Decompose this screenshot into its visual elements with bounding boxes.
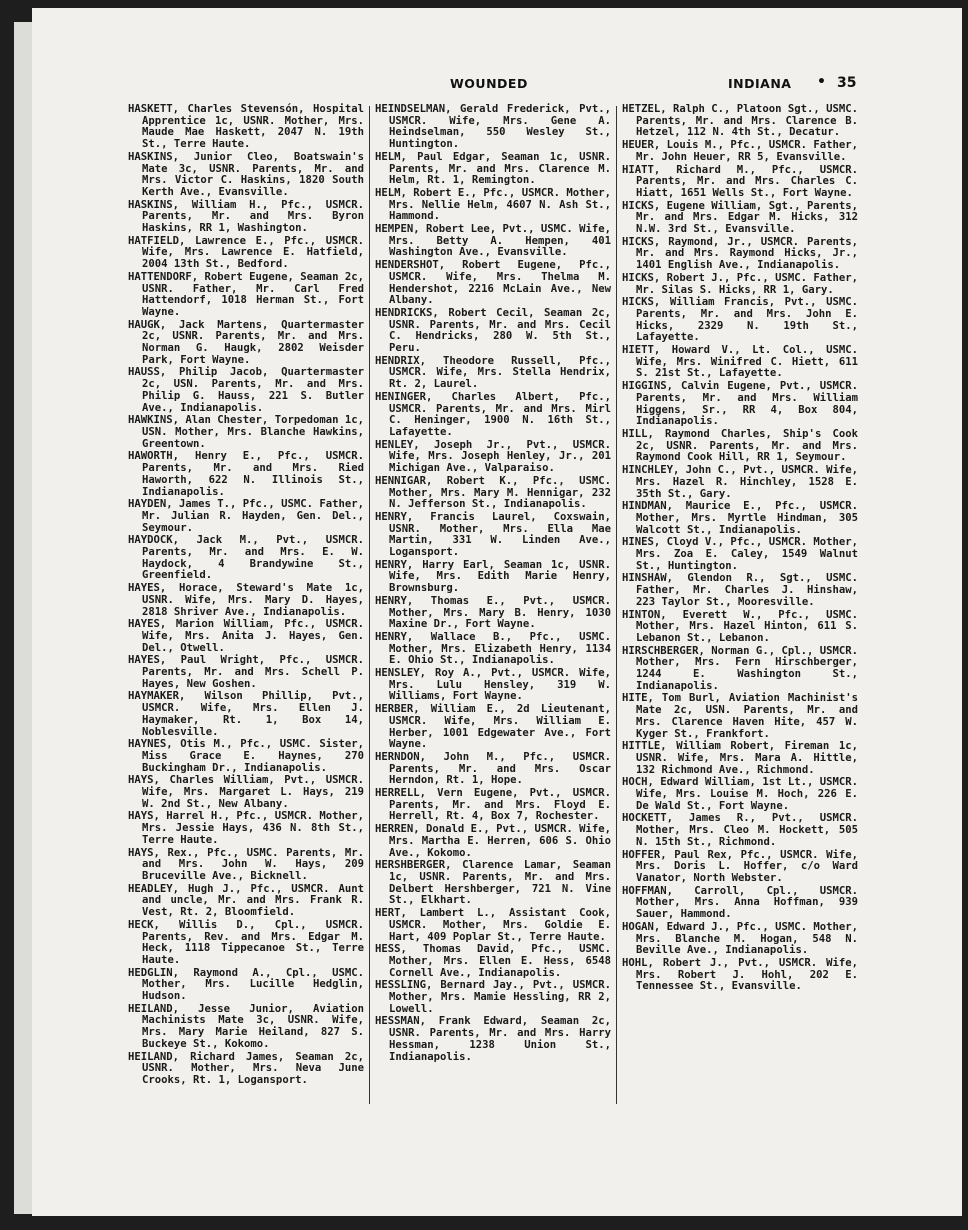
column-3 xyxy=(622,104,858,994)
column-2 xyxy=(375,104,611,1064)
casualty-entry: HENRY, Thomas E., Pvt., USMCR. Mother, Mrs. Mary B. Henry, 1030 Maxine Dr., Fort Wayne. xyxy=(375,594,611,631)
casualty-entry: HASKETT, Charles Stevensón, Hospital Apprentice 1c, USNR. Mother, Mrs. Maude Mae Haskett, 2047 N. 19th St., Terre Haute. xyxy=(128,103,364,151)
casualty-entry: HIGGINS, Calvin Eugene, Pvt., USMCR. Parents, Mr. and Mrs. William Higgens, Sr., RR 4, Box 804, Indianapolis. xyxy=(622,380,858,428)
casualty-entry: HITTLE, William Robert, Fireman 1c, USNR. Wife, Mrs. Mara A. Hittle, 132 Richmond Ave., Richmond. xyxy=(622,740,858,776)
casualty-entry: HERREN, Donald E., Pvt., USMCR. Wife, Mrs. Martha E. Herren, 606 S. Ohio Ave., Kokomo. xyxy=(375,823,611,859)
casualty-entry: HENDERSHOT, Robert Eugene, Pfc., USMCR. Wife, Mrs. Thelma M. Hendershot, 2216 McLain Ave., New Albany. xyxy=(375,259,611,307)
casualty-entry: HAYS, Rex., Pfc., USMC. Parents, Mr. and Mrs. John W. Hays, 209 Bruceville Ave., Bicknell. xyxy=(128,846,364,882)
casualty-entry: HATTENDORF, Robert Eugene, Seaman 2c, USNR. Father, Mr. Carl Fred Hattendorf, 1018 Herman St., Fort Wayne. xyxy=(128,270,364,318)
casualty-entry: HEILAND, Jesse Junior, Aviation Machinists Mate 3c, USNR. Wife, Mrs. Mary Marie Heiland, 827 S. Buckeye St., Kokomo. xyxy=(128,1002,364,1050)
casualty-entry: HENDRICKS, Robert Cecil, Seaman 2c, USNR. Parents, Mr. and Mrs. Cecil C. Hendricks, 280 W. 5th St., Peru. xyxy=(375,306,611,355)
casualty-entry: HESSLING, Bernard Jay., Pvt., USMCR. Mother, Mrs. Mamie Hessling, RR 2, Lowell. xyxy=(375,979,611,1015)
casualty-entry: HINCHLEY, John C., Pvt., USMCR. Wife, Mrs. Hazel R. Hinchley, 1528 E. 35th St., Gary. xyxy=(622,464,858,500)
casualty-entry: HAYES, Paul Wright, Pfc., USMCR. Parents, Mr. and Mrs. Schell P. Hayes, New Goshen. xyxy=(128,654,364,690)
column-divider xyxy=(369,106,370,1104)
section-title: WOUNDED xyxy=(450,76,528,91)
column-divider xyxy=(616,106,617,1104)
page-header xyxy=(32,74,962,96)
casualty-entry: HINTON, Everett W., Pfc., USMC. Mother, Mrs. Hazel Hinton, 611 S. Lebanon St., Lebanon. xyxy=(622,608,858,644)
casualty-entry: HERNDON, John M., Pfc., USMCR. Parents, Mr. and Mrs. Oscar Herndon, Rt. 1, Hope. xyxy=(375,750,611,787)
casualty-entry: HIRSCHBERGER, Norman G., Cpl., USMCR. Mother, Mrs. Fern Hirschberger, 1244 E. Washington St., Indianapolis. xyxy=(622,644,858,692)
casualty-entry: HINDMAN, Maurice E., Pfc., USMCR. Mother, Mrs. Myrtle Hindman, 305 Walcott St., Indianapolis. xyxy=(622,500,858,536)
casualty-entry: HENLEY, Joseph Jr., Pvt., USMCR. Wife, Mrs. Joseph Henley, Jr., 201 Michigan Ave., Valparaiso. xyxy=(375,438,611,475)
page-number: 35 xyxy=(837,75,857,91)
casualty-entry: HAYDEN, James T., Pfc., USMC. Father, Mr. Julian R. Hayden, Gen. Del., Seymour. xyxy=(128,498,364,534)
casualty-entry: HESS, Thomas David, Pfc., USMC. Mother, Mrs. Ellen E. Hess, 6548 Cornell Ave., Indianapolis. xyxy=(375,943,611,979)
casualty-entry: HENRY, Francis Laurel, Coxswain, USNR. Mother, Mrs. Ella Mae Martin, 331 W. Linden Ave., Logansport. xyxy=(375,510,611,559)
casualty-entry: HEINDSELMAN, Gerald Frederick, Pvt., USMCR. Wife, Mrs. Gene A. Heindselman, 550 Wesley St., Huntington. xyxy=(375,103,611,151)
casualty-entry: HOFFER, Paul Rex, Pfc., USMCR. Wife, Mrs. Doris L. Hoffer, c/o Ward Vanator, North Webster. xyxy=(622,848,858,884)
casualty-entry: HICKS, Eugene William, Sgt., Parents, Mr. and Mrs. Edgar M. Hicks, 312 N.W. 3rd St., Evansville. xyxy=(622,199,858,236)
casualty-entry: HERT, Lambert L., Assistant Cook, USMCR. Mother, Mrs. Goldie E. Hart, 409 Poplar St., Terre Haute. xyxy=(375,907,611,943)
state-title: INDIANA xyxy=(728,76,792,91)
casualty-entry: HAYES, Marion William, Pfc., USMCR. Wife, Mrs. Anita J. Hayes, Gen. Del., Otwell. xyxy=(128,618,364,654)
casualty-entry: HASKINS, William H., Pfc., USMCR. Parents, Mr. and Mrs. Byron Haskins, RR 1, Washington. xyxy=(128,198,364,235)
casualty-entry: HENINGER, Charles Albert, Pfc., USMCR. Parents, Mr. and Mrs. Mirl C. Heninger, 1900 N. 16th St., Lafayette. xyxy=(375,390,611,438)
casualty-entry: HENNIGAR, Robert K., Pfc., USMC. Mother, Mrs. Mary M. Hennigar, 232 N. Jefferson St., Indianapolis. xyxy=(375,474,611,511)
casualty-entry: HAUGK, Jack Martens, Quartermaster 2c, USNR. Parents, Mr. and Mrs. Norman G. Haugk, 2802 Weisder Park, Fort Wayne. xyxy=(128,318,364,366)
casualty-entry: HICKS, Raymond, Jr., USMCR. Parents, Mr. and Mrs. Raymond Hicks, Jr., 1401 English Ave., Indianapolis. xyxy=(622,235,858,272)
casualty-entry: HENRY, Harry Earl, Seaman 1c, USNR. Wife, Mrs. Edith Marie Henry, Brownsburg. xyxy=(375,558,611,595)
column-1 xyxy=(128,104,364,1088)
casualty-entry: HEDGLIN, Raymond A., Cpl., USMC. Mother, Mrs. Lucille Hedglin, Hudson. xyxy=(128,966,364,1003)
casualty-entry: HINES, Cloyd V., Pfc., USMCR. Mother, Mrs. Zoa E. Caley, 1549 Walnut St., Huntington. xyxy=(622,536,858,572)
casualty-entry: HICKS, Robert J., Pfc., USMC. Father, Mr. Silas S. Hicks, RR 1, Gary. xyxy=(622,271,858,296)
casualty-entry: HITE, Tom Burl, Aviation Machinist's Mate 2c, USN. Parents, Mr. and Mrs. Clarence Haven Hite, 457 W. Kyger St., Frankfort. xyxy=(622,692,858,740)
casualty-entry: HEILAND, Richard James, Seaman 2c, USNR. Mother, Mrs. Neva June Crooks, Rt. 1, Logansport. xyxy=(128,1050,364,1086)
casualty-entry: HICKS, William Francis, Pvt., USMC. Parents, Mr. and Mrs. John E. Hicks, 2329 N. 19th St., Lafayette. xyxy=(622,296,858,344)
casualty-entry: HOGAN, Edward J., Pfc., USMC. Mother, Mrs. Blanche M. Hogan, 548 N. Beville Ave., Indianapolis. xyxy=(622,920,858,957)
casualty-entry: HEUER, Louis M., Pfc., USMCR. Father, Mr. John Heuer, RR 5, Evansville. xyxy=(622,139,858,163)
casualty-entry: HETZEL, Ralph C., Platoon Sgt., USMC. Parents, Mr. and Mrs. Clarence B. Hetzel, 112 N. 4th St., Decatur. xyxy=(622,103,858,139)
casualty-entry: HERSHBERGER, Clarence Lamar, Seaman 1c, USNR. Parents, Mr. and Mrs. Delbert Hershberger, 721 N. Vine St., Elkhart. xyxy=(375,859,611,907)
casualty-entry: HAWORTH, Henry E., Pfc., USMCR. Parents, Mr. and Mrs. Ried Haworth, 622 N. Illinois St., Indianapolis. xyxy=(128,450,364,498)
casualty-entry: HOHL, Robert J., Pvt., USMCR. Wife, Mrs. Robert J. Hohl, 202 E. Tennessee St., Evansville. xyxy=(622,956,858,993)
casualty-entry: HASKINS, Junior Cleo, Boatswain's Mate 3c, USNR. Parents, Mr. and Mrs. Victor C. Haskins, 1820 South Kerth Ave., Evansville. xyxy=(128,150,364,198)
header-bullet: • xyxy=(817,74,826,90)
casualty-entry: HATFIELD, Lawrence E., Pfc., USMCR. Wife, Mrs. Lawrence E. Hatfield, 2004 13th St., Bedford. xyxy=(128,234,364,271)
casualty-entry: HOCH, Edward William, 1st Lt., USMCR. Wife, Mrs. Louise M. Hoch, 226 E. De Wald St., Fort Wayne. xyxy=(622,776,858,812)
casualty-entry: HELM, Robert E., Pfc., USMCR. Mother, Mrs. Nellie Helm, 4607 N. Ash St., Hammond. xyxy=(375,186,611,223)
casualty-entry: HAYES, Horace, Steward's Mate 1c, USNR. Wife, Mrs. Mary D. Hayes, 2818 Shriver Ave., Indianapolis. xyxy=(128,582,364,618)
casualty-entry: HAYS, Harrel H., Pfc., USMCR. Mother, Mrs. Jessie Hays, 436 N. 8th St., Terre Haute. xyxy=(128,810,364,846)
casualty-entry: HELM, Paul Edgar, Seaman 1c, USNR. Parents, Mr. and Mrs. Clarence M. Helm, Rt. 1, Remington. xyxy=(375,150,611,187)
casualty-entry: HILL, Raymond Charles, Ship's Cook 2c, USNR. Parents, Mr. and Mrs. Raymond Cook Hill, RR 1, Seymour. xyxy=(622,427,858,464)
casualty-entry: HENSLEY, Roy A., Pvt., USMCR. Wife, Mrs. Lulu Hensley, 319 W. Williams, Fort Wayne. xyxy=(375,667,611,703)
casualty-entry: HENRY, Wallace B., Pfc., USMC. Mother, Mrs. Elizabeth Henry, 1134 E. Ohio St., Indianapolis. xyxy=(375,630,611,667)
document-page xyxy=(32,8,962,1216)
casualty-entry: HOFFMAN, Carroll, Cpl., USMCR. Mother, Mrs. Anna Hoffman, 939 Sauer, Hammond. xyxy=(622,884,858,921)
casualty-entry: HAWKINS, Alan Chester, Torpedoman 1c, USN. Mother, Mrs. Blanche Hawkins, Greentown. xyxy=(128,414,364,450)
casualty-entry: HAYS, Charles William, Pvt., USMCR. Wife, Mrs. Margaret L. Hays, 219 W. 2nd St., New Albany. xyxy=(128,774,364,810)
casualty-entry: HECK, Willis D., Cpl., USMCR. Parents, Rev. and Mrs. Edgar M. Heck, 1118 Tippecanoe St., Terre Haute. xyxy=(128,918,364,966)
casualty-entry: HESSMAN, Frank Edward, Seaman 2c, USNR. Parents, Mr. and Mrs. Harry Hessman, 1238 Union St., Indianapolis. xyxy=(375,1015,611,1063)
casualty-entry: HAYDOCK, Jack M., Pvt., USMCR. Parents, Mr. and Mrs. E. W. Haydock, 4 Brandywine St., Greenfield. xyxy=(128,534,364,582)
casualty-entry: HAYNES, Otis M., Pfc., USMC. Sister, Miss Grace E. Haynes, 270 Buckingham Dr., Indianapolis. xyxy=(128,738,364,774)
casualty-entry: HERBER, William E., 2d Lieutenant, USMCR. Wife, Mrs. William E. Herber, 1001 Edgewater Ave., Fort Wayne. xyxy=(375,703,611,751)
casualty-entry: HOCKETT, James R., Pvt., USMCR. Mother, Mrs. Cleo M. Hockett, 505 N. 15th St., Richmond. xyxy=(622,812,858,848)
casualty-entry: HENDRIX, Theodore Russell, Pfc., USMCR. Wife, Mrs. Stella Hendrix, Rt. 2, Laurel. xyxy=(375,354,611,391)
casualty-entry: HAYMAKER, Wilson Phillip, Pvt., USMCR. Wife, Mrs. Ellen J. Haymaker, Rt. 1, Box 14, Noblesville. xyxy=(128,690,364,738)
casualty-entry: HAUSS, Philip Jacob, Quartermaster 2c, USN. Parents, Mr. and Mrs. Philip G. Hauss, 221 S. Butler Ave., Indianapolis. xyxy=(128,366,364,414)
casualty-entry: HINSHAW, Glendon R., Sgt., USMC. Father, Mr. Charles J. Hinshaw, 223 Taylor St., Mooresville. xyxy=(622,572,858,608)
casualty-entry: HEMPEN, Robert Lee, Pvt., USMC. Wife, Mrs. Betty A. Hempen, 401 Washington Ave., Evansville. xyxy=(375,223,611,259)
casualty-entry: HIETT, Howard V., Lt. Col., USMC. Wife, Mrs. Winifred C. Hiett, 611 S. 21st St., Lafayette. xyxy=(622,344,858,380)
casualty-entry: HEADLEY, Hugh J., Pfc., USMCR. Aunt and uncle, Mr. and Mrs. Frank R. Vest, Rt. 2, Bloomfield. xyxy=(128,882,364,919)
casualty-entry: HIATT, Richard M., Pfc., USMCR. Parents, Mr. and Mrs. Charles C. Hiatt, 1651 Wells St., Fort Wayne. xyxy=(622,163,858,199)
casualty-entry: HERRELL, Vern Eugene, Pvt., USMCR. Parents, Mr. and Mrs. Floyd E. Herrell, Rt. 4, Box 7, Rochester. xyxy=(375,787,611,823)
